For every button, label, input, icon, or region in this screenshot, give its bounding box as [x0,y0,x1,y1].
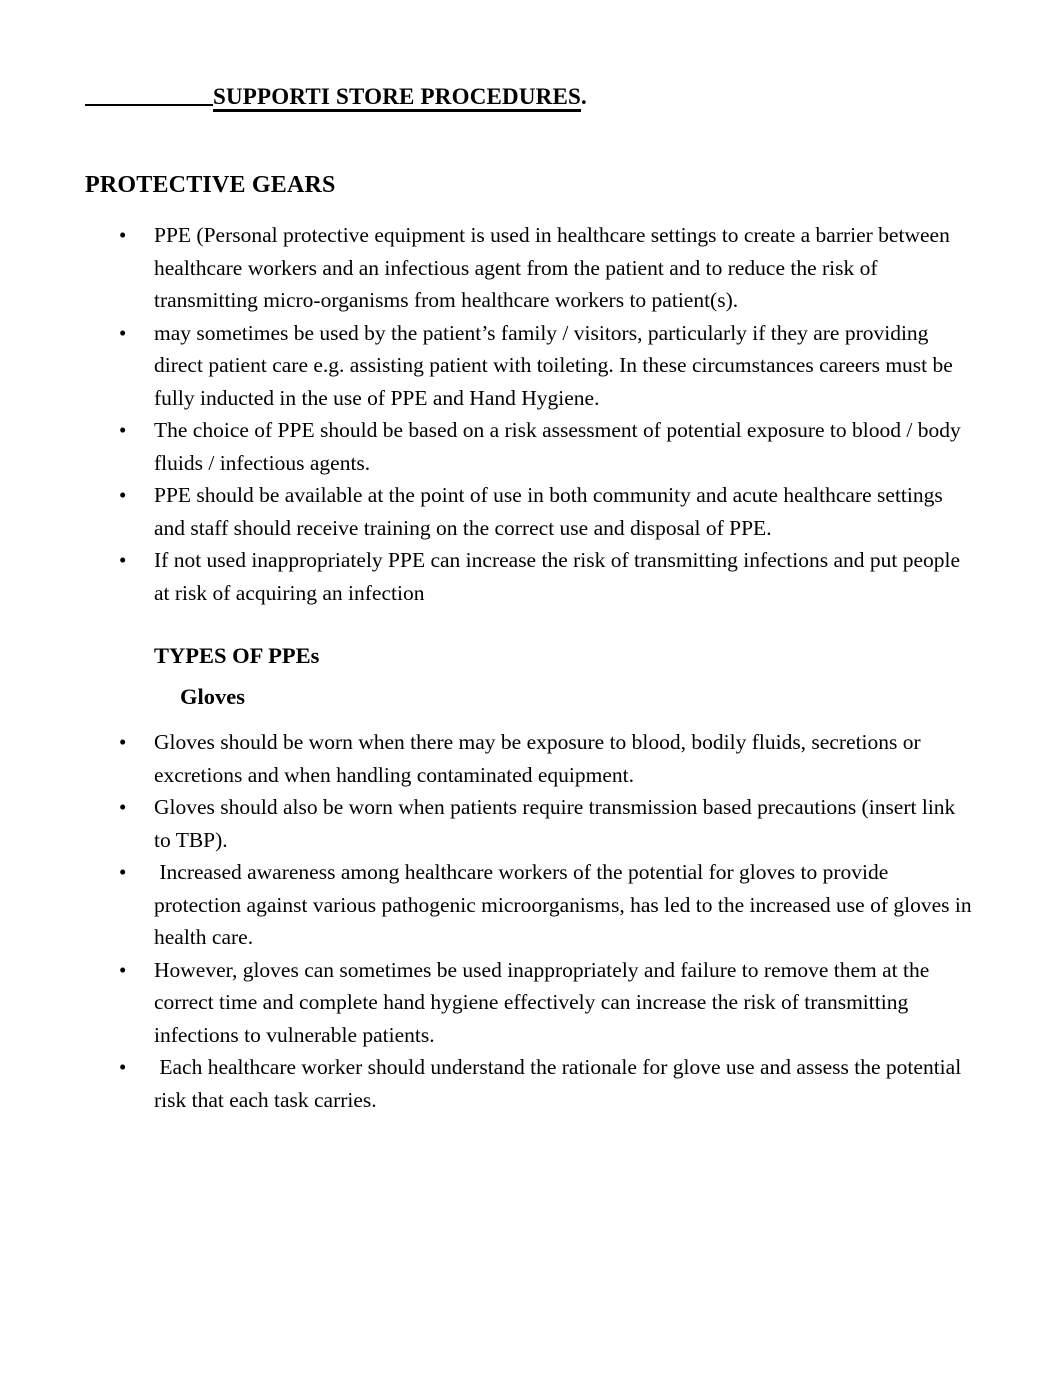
list-item: • PPE (Personal protective equipment is used in healthcare settings to create a barrier between healthcare workers and an infectious agent from the patient and to reduce the risk of transmitting micro-organisms from healthcare workers to patient(s). [85,219,975,317]
list-item: • PPE should be available at the point of use in both community and acute healthcare settings and staff should receive training on the correct use and disposal of PPE. [85,479,975,544]
document-title-line [85,84,975,110]
title-period: . [581,84,587,109]
list-item: • However, gloves can sometimes be used inappropriately and failure to remove them at the correct time and complete hand hygiene effectively can increase the risk of transmitting infections to vulnerable patients. [85,954,975,1052]
types-of-ppes-heading: TYPES OF PPEs [154,643,320,668]
list-item: • Each healthcare worker should understand the rationale for glove use and assess the potential risk that each task carries. [85,1051,975,1116]
document-title: SUPPORTI STORE PROCEDURES [213,84,582,109]
gloves-bullet-list [85,726,975,1116]
list-item: • may sometimes be used by the patient’s family / visitors, particularly if they are providing direct patient care e.g. assisting patient with toileting. In these circumstances careers must be fully inducted in the use of PPE and Hand Hygiene. [85,317,975,415]
ppe-bullet-list [85,219,975,609]
list-item: • If not used inappropriately PPE can increase the risk of transmitting infections and put people at risk of acquiring an infection [85,544,975,609]
title-leading-underline [85,104,213,106]
list-item: • The choice of PPE should be based on a risk assessment of potential exposure to blood / body fluids / infectious agents. [85,414,975,479]
list-item: • Increased awareness among healthcare workers of the potential for gloves to provide protection against various pathogenic microorganisms, has led to the increased use of gloves in health care. [85,856,975,954]
gloves-heading: Gloves [180,684,245,709]
protective-gears-heading: PROTECTIVE GEARS [85,172,336,198]
list-item: • Gloves should be worn when there may be exposure to blood, bodily fluids, secretions or excretions and when handling contaminated equipment. [85,726,975,791]
list-item: • Gloves should also be worn when patients require transmission based precautions (insert link to TBP). [85,791,975,856]
